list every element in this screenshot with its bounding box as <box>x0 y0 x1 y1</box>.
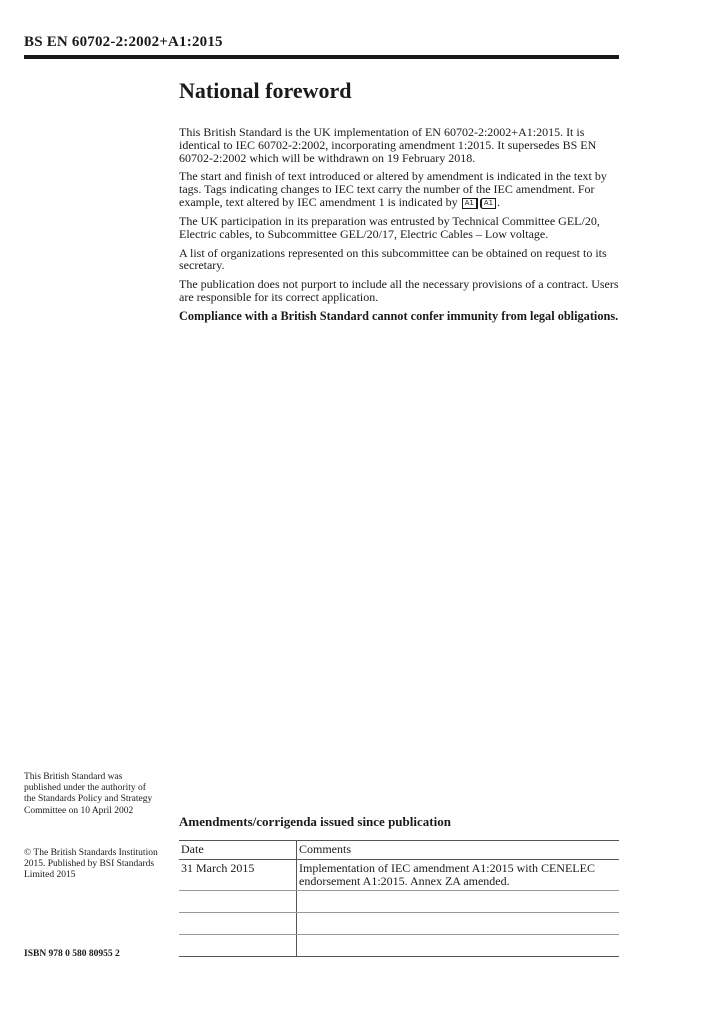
publication-note-text: This British Standard was published under the authority of the Standards Policy and Strategy Committee on 10 April 2002 <box>24 772 153 816</box>
paragraph-tags-text: The start and finish of text introduced or altered by amendment is indicated in the text by tags. Tags indicating changes to IEC text carry the number of the IEC amendment. For example, text altered by IEC amendment 1 is indicated by <box>179 169 607 209</box>
page-title: National foreword <box>179 78 352 103</box>
foreword-body <box>179 126 619 329</box>
column-header-date: Date <box>179 841 297 860</box>
paragraph-implementation: This British Standard is the UK implementation of EN 60702-2:2002+A1:2015. It is identical to IEC 60702-2:2002, incorporating amendment 1:2015. It supersedes BS EN 60702-2:2002 which will be withdrawn on 19 February 2018. <box>179 125 597 165</box>
header-rule <box>24 55 619 59</box>
amendment-open-tag-icon: A1 <box>462 198 478 209</box>
column-header-comments: Comments <box>297 841 620 860</box>
amendments-header-row <box>179 841 619 860</box>
table-row <box>179 860 619 891</box>
paragraph-committee: The UK participation in its preparation was entrusted by Technical Committee GEL/20, Electric cables, to Subcommittee GEL/20/17, Electric Cables – Low voltage. <box>179 213 600 241</box>
table-row-empty <box>179 912 619 934</box>
isbn: ISBN 978 0 580 80955 2 <box>24 949 120 959</box>
paragraph-tags-end: . <box>497 194 501 209</box>
amendment-close-tag-icon: A1 <box>480 198 496 209</box>
paragraph-provisions: The publication does not purport to include all the necessary provisions of a contract. Users are responsible for its correct application. <box>179 277 619 304</box>
table-row-empty <box>179 890 619 912</box>
paragraph-organizations: A list of organizations represented on this subcommittee can be obtained on request to its secretary. <box>179 245 607 273</box>
paragraph-compliance: Compliance with a British Standard cannot confer immunity from legal obligations. <box>179 308 619 323</box>
document-code-header: BS EN 60702-2:2002+A1:2015 <box>24 34 223 50</box>
amendments-table <box>179 840 619 957</box>
amendments-title: Amendments/corrigenda issued since publication <box>179 814 451 829</box>
copyright-note <box>24 848 159 882</box>
amendment-comment: Implementation of IEC amendment A1:2015 with CENELEC endorsement A1:2015. Annex ZA amended. <box>297 860 620 891</box>
publication-note <box>24 772 159 817</box>
paragraph-tags <box>179 170 619 209</box>
table-row-empty <box>179 934 619 956</box>
amendment-date: 31 March 2015 <box>179 860 297 891</box>
copyright-note-text: © The British Standards Institution 2015. Published by BSI Standards Limited 2015 <box>24 848 158 881</box>
